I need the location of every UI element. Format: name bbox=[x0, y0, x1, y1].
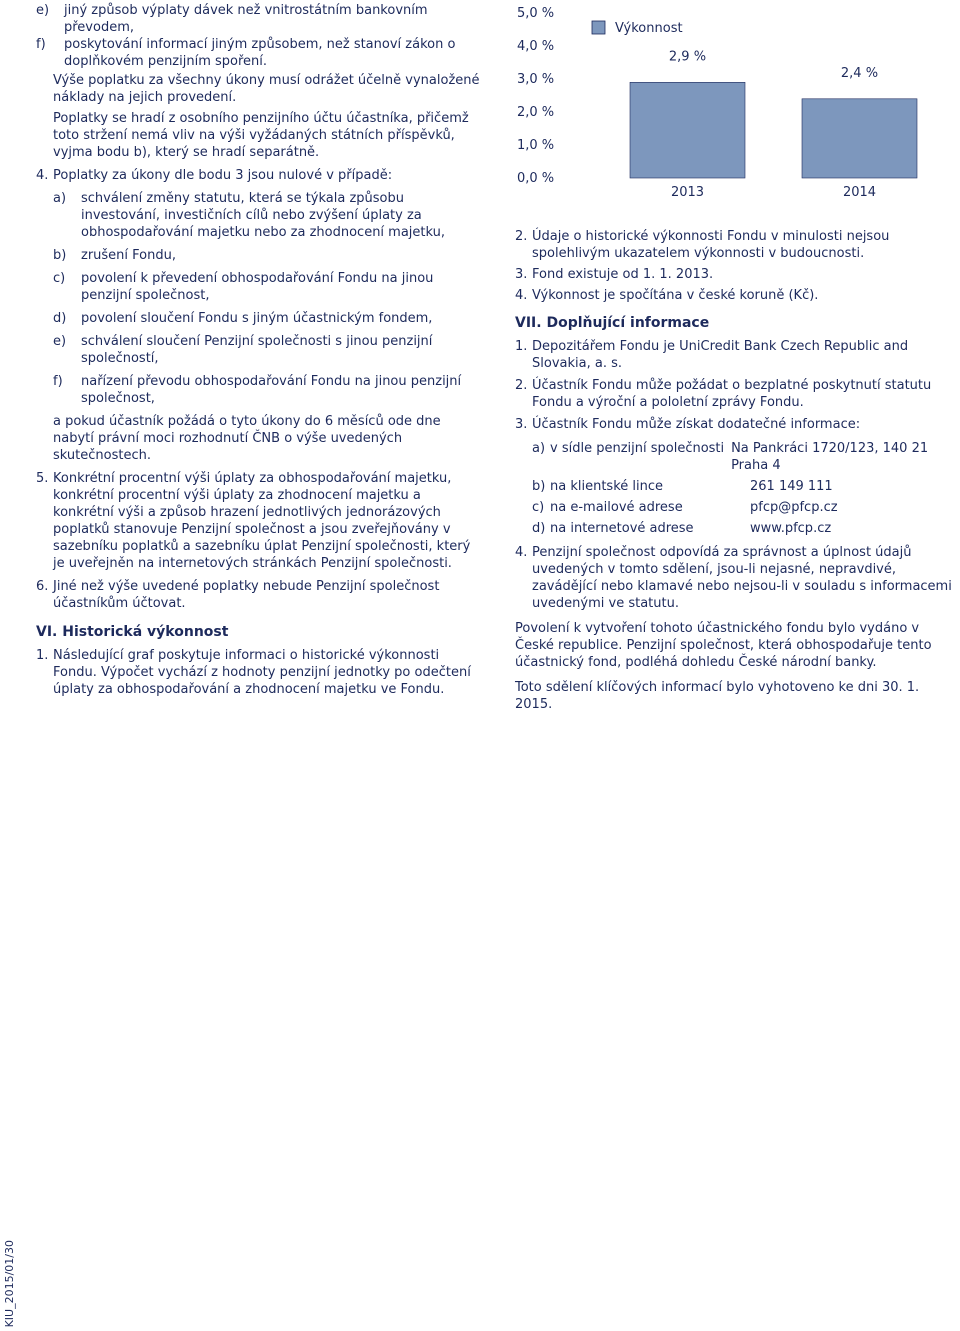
numbered-item bbox=[515, 228, 960, 262]
numbered-item bbox=[36, 578, 481, 612]
item-text: Účastník Fondu může získat dodatečné informace: bbox=[532, 417, 861, 432]
item-text: Výkonnost je spočítána v české koruně (Kč). bbox=[532, 288, 819, 303]
item-number: 1. bbox=[36, 648, 49, 663]
list-text: povolení k převedení obhospodařování Fondu na jinou penzijní společnost, bbox=[81, 271, 434, 303]
contact-value: pfcp@pfcp.cz bbox=[750, 500, 838, 515]
section-heading bbox=[36, 623, 481, 641]
item-number: 2. bbox=[515, 229, 528, 244]
list-marker: f) bbox=[36, 37, 46, 52]
y-tick-label: 2,0 % bbox=[517, 105, 555, 120]
contact-value: 261 149 111 bbox=[750, 479, 833, 494]
paragraph: Výše poplatku za všechny úkony musí odrážet účelně vynaložené náklady na jejich provedení. bbox=[53, 73, 480, 105]
item-number: 4. bbox=[515, 545, 528, 560]
contact-label: na e-mailové adrese bbox=[550, 500, 683, 515]
list-text: povolení sloučení Fondu s jiným účastnickým fondem, bbox=[81, 311, 433, 326]
list-item bbox=[53, 247, 481, 264]
contact-label: na klientské lince bbox=[550, 479, 664, 494]
y-tick-label: 4,0 % bbox=[517, 39, 555, 54]
list-item bbox=[53, 373, 481, 407]
numbered-item bbox=[515, 338, 960, 372]
list-marker: a) bbox=[532, 441, 546, 456]
list-text: poskytování informací jiným způsobem, než stanoví zákon o doplňkovém penzijním spoření. bbox=[64, 37, 456, 69]
item-text: Poplatky za úkony dle bodu 3 jsou nulové v případě: bbox=[53, 168, 393, 183]
list-marker: b) bbox=[53, 248, 67, 263]
list-text: schválení změny statutu, která se týkala způsobu investování, investičních cílů nebo zvýšení úplaty za obhospodařování majetku nebo za zhodnocení majetku, bbox=[81, 191, 446, 240]
list-item bbox=[53, 190, 481, 241]
contact-value: www.pfcp.cz bbox=[750, 521, 832, 536]
contact-list bbox=[515, 440, 960, 537]
section-number: VI. bbox=[36, 624, 58, 640]
paragraph: Toto sdělení klíčových informací bylo vyhotoveno ke dni 30. 1. 2015. bbox=[515, 680, 920, 712]
item-text: Fond existuje od 1. 1. 2013. bbox=[532, 267, 714, 282]
contact-row bbox=[532, 440, 960, 474]
item-text: Jiné než výše uvedené poplatky nebude Penzijní společnost účastníkům účtovat. bbox=[53, 579, 440, 611]
paragraph: a pokud účastník požádá o tyto úkony do 6 měsíců ode dne nabytí právní moci rozhodnutí ČNB o výše uvedených skutečnostech. bbox=[53, 414, 441, 463]
item-number: 1. bbox=[515, 339, 528, 354]
data-label: 2,9 % bbox=[668, 49, 707, 65]
y-tick-label: 0,0 % bbox=[517, 171, 555, 186]
bar-2014 bbox=[802, 99, 917, 178]
paragraph: Povolení k vytvoření tohoto účastnického fondu bylo vydáno v České republice. Penzijní společnost, která obhospodařuje tento účastnický fond, podléhá dohledu České národní banky. bbox=[515, 621, 932, 670]
list-marker: e) bbox=[36, 3, 50, 18]
item-text: Depozitářem Fondu je UniCredit Bank Czech Republic and Slovakia, a. s. bbox=[532, 339, 909, 371]
contact-label: na internetové adrese bbox=[550, 521, 694, 536]
section-title: Historická výkonnost bbox=[62, 624, 229, 640]
legend-label: Výkonnost bbox=[615, 21, 683, 36]
item-text: Penzijní společnost odpovídá za správnost a úplnost údajů uvedených v tomto sdělení, jsou-li nejasné, nepravdivé, zavádějící nebo klamavé nebo nejsou-li v souladu s informacemi uvedenými ve statutu. bbox=[532, 545, 952, 611]
list-marker: b) bbox=[532, 479, 546, 494]
list-text: jiný způsob výplaty dávek než vnitrostátním bankovním převodem, bbox=[64, 3, 428, 35]
contact-row bbox=[532, 520, 960, 537]
x-tick-label: 2013 bbox=[670, 185, 705, 200]
legend-swatch bbox=[592, 21, 605, 34]
list-marker: c) bbox=[53, 271, 66, 286]
item-number: 4. bbox=[515, 288, 528, 303]
y-tick-label: 1,0 % bbox=[517, 138, 555, 153]
list-text: zrušení Fondu, bbox=[81, 248, 176, 263]
contact-value: Na Pankráci 1720/123, 140 21 Praha 4 bbox=[731, 441, 929, 473]
contact-row bbox=[532, 499, 960, 516]
list-item bbox=[53, 333, 481, 367]
item-number: 4. bbox=[36, 168, 49, 183]
numbered-item bbox=[36, 470, 481, 572]
numbered-item bbox=[36, 167, 481, 184]
item-number: 6. bbox=[36, 579, 49, 594]
list-marker: c) bbox=[532, 500, 545, 515]
contact-label: v sídle penzijní společnosti bbox=[550, 441, 725, 456]
paragraph: Poplatky se hradí z osobního penzijního účtu účastníka, přičemž toto stržení nemá vliv na výši vyžádaných státních příspěvků, vyjma bodu b), který se hradí separátně. bbox=[53, 111, 469, 160]
list-text: schválení sloučení Penzijní společnosti s jinou penzijní společností, bbox=[81, 334, 433, 366]
item-number: 3. bbox=[515, 267, 528, 282]
list-item bbox=[36, 2, 481, 36]
item-text: Následující graf poskytuje informaci o historické výkonnosti Fondu. Výpočet vychází z hodnoty penzijní jednotky po odečtení úplaty za obhospodařování a zhodnocení majetku ve Fondu. bbox=[53, 648, 471, 697]
document-id: KIU_2015/01/30 bbox=[3, 1239, 16, 1327]
list-marker: e) bbox=[53, 334, 67, 349]
section-number: VII. bbox=[515, 315, 542, 331]
item-text: Účastník Fondu může požádat o bezplatné poskytnutí statutu Fondu a výroční a pololetní zprávy Fondu. bbox=[532, 378, 932, 410]
performance-chart bbox=[515, 0, 960, 210]
list-marker: d) bbox=[532, 521, 546, 536]
section-heading bbox=[515, 314, 960, 332]
y-tick-label: 3,0 % bbox=[517, 72, 555, 87]
numbered-item bbox=[515, 377, 960, 411]
bar-2013 bbox=[630, 82, 745, 178]
list-marker: a) bbox=[53, 191, 67, 206]
section-title: Doplňující informace bbox=[546, 315, 710, 331]
item-text: Konkrétní procentní výši úplaty za obhospodařování majetku, konkrétní procentní výši úplaty za zhodnocení majetku a konkrétní výši a způsob hrazení jednotlivých jednorázových poplatků stanovuje Penzijní společnost a jsou zveřejňovány v sazebníku poplatků a sazebníku úplat Penzijní společnosti, který je uveřejněn na internetových stránkách Penzijní společnosti. bbox=[53, 471, 471, 571]
numbered-item bbox=[515, 416, 960, 433]
item-number: 3. bbox=[515, 417, 528, 432]
list-marker: d) bbox=[53, 311, 67, 326]
left-column bbox=[36, 0, 481, 698]
item-text: Údaje o historické výkonnosti Fondu v minulosti nejsou spolehlivým ukazatelem výkonnosti v budoucnosti. bbox=[532, 229, 890, 261]
list-marker: f) bbox=[53, 374, 63, 389]
list-item bbox=[53, 310, 481, 327]
numbered-item bbox=[515, 544, 960, 612]
numbered-item bbox=[515, 287, 960, 304]
item-number: 2. bbox=[515, 378, 528, 393]
contact-row bbox=[532, 478, 960, 495]
list-item bbox=[36, 36, 481, 70]
numbered-item bbox=[515, 266, 960, 283]
item-number: 5. bbox=[36, 471, 49, 486]
list-text: nařízení převodu obhospodařování Fondu na jinou penzijní společnost, bbox=[81, 374, 462, 406]
y-tick-label: 5,0 % bbox=[517, 6, 555, 21]
list-item bbox=[53, 270, 481, 304]
right-column bbox=[515, 0, 960, 713]
x-tick-label: 2014 bbox=[842, 185, 877, 200]
numbered-item bbox=[36, 647, 481, 698]
data-label: 2,4 % bbox=[840, 65, 879, 81]
